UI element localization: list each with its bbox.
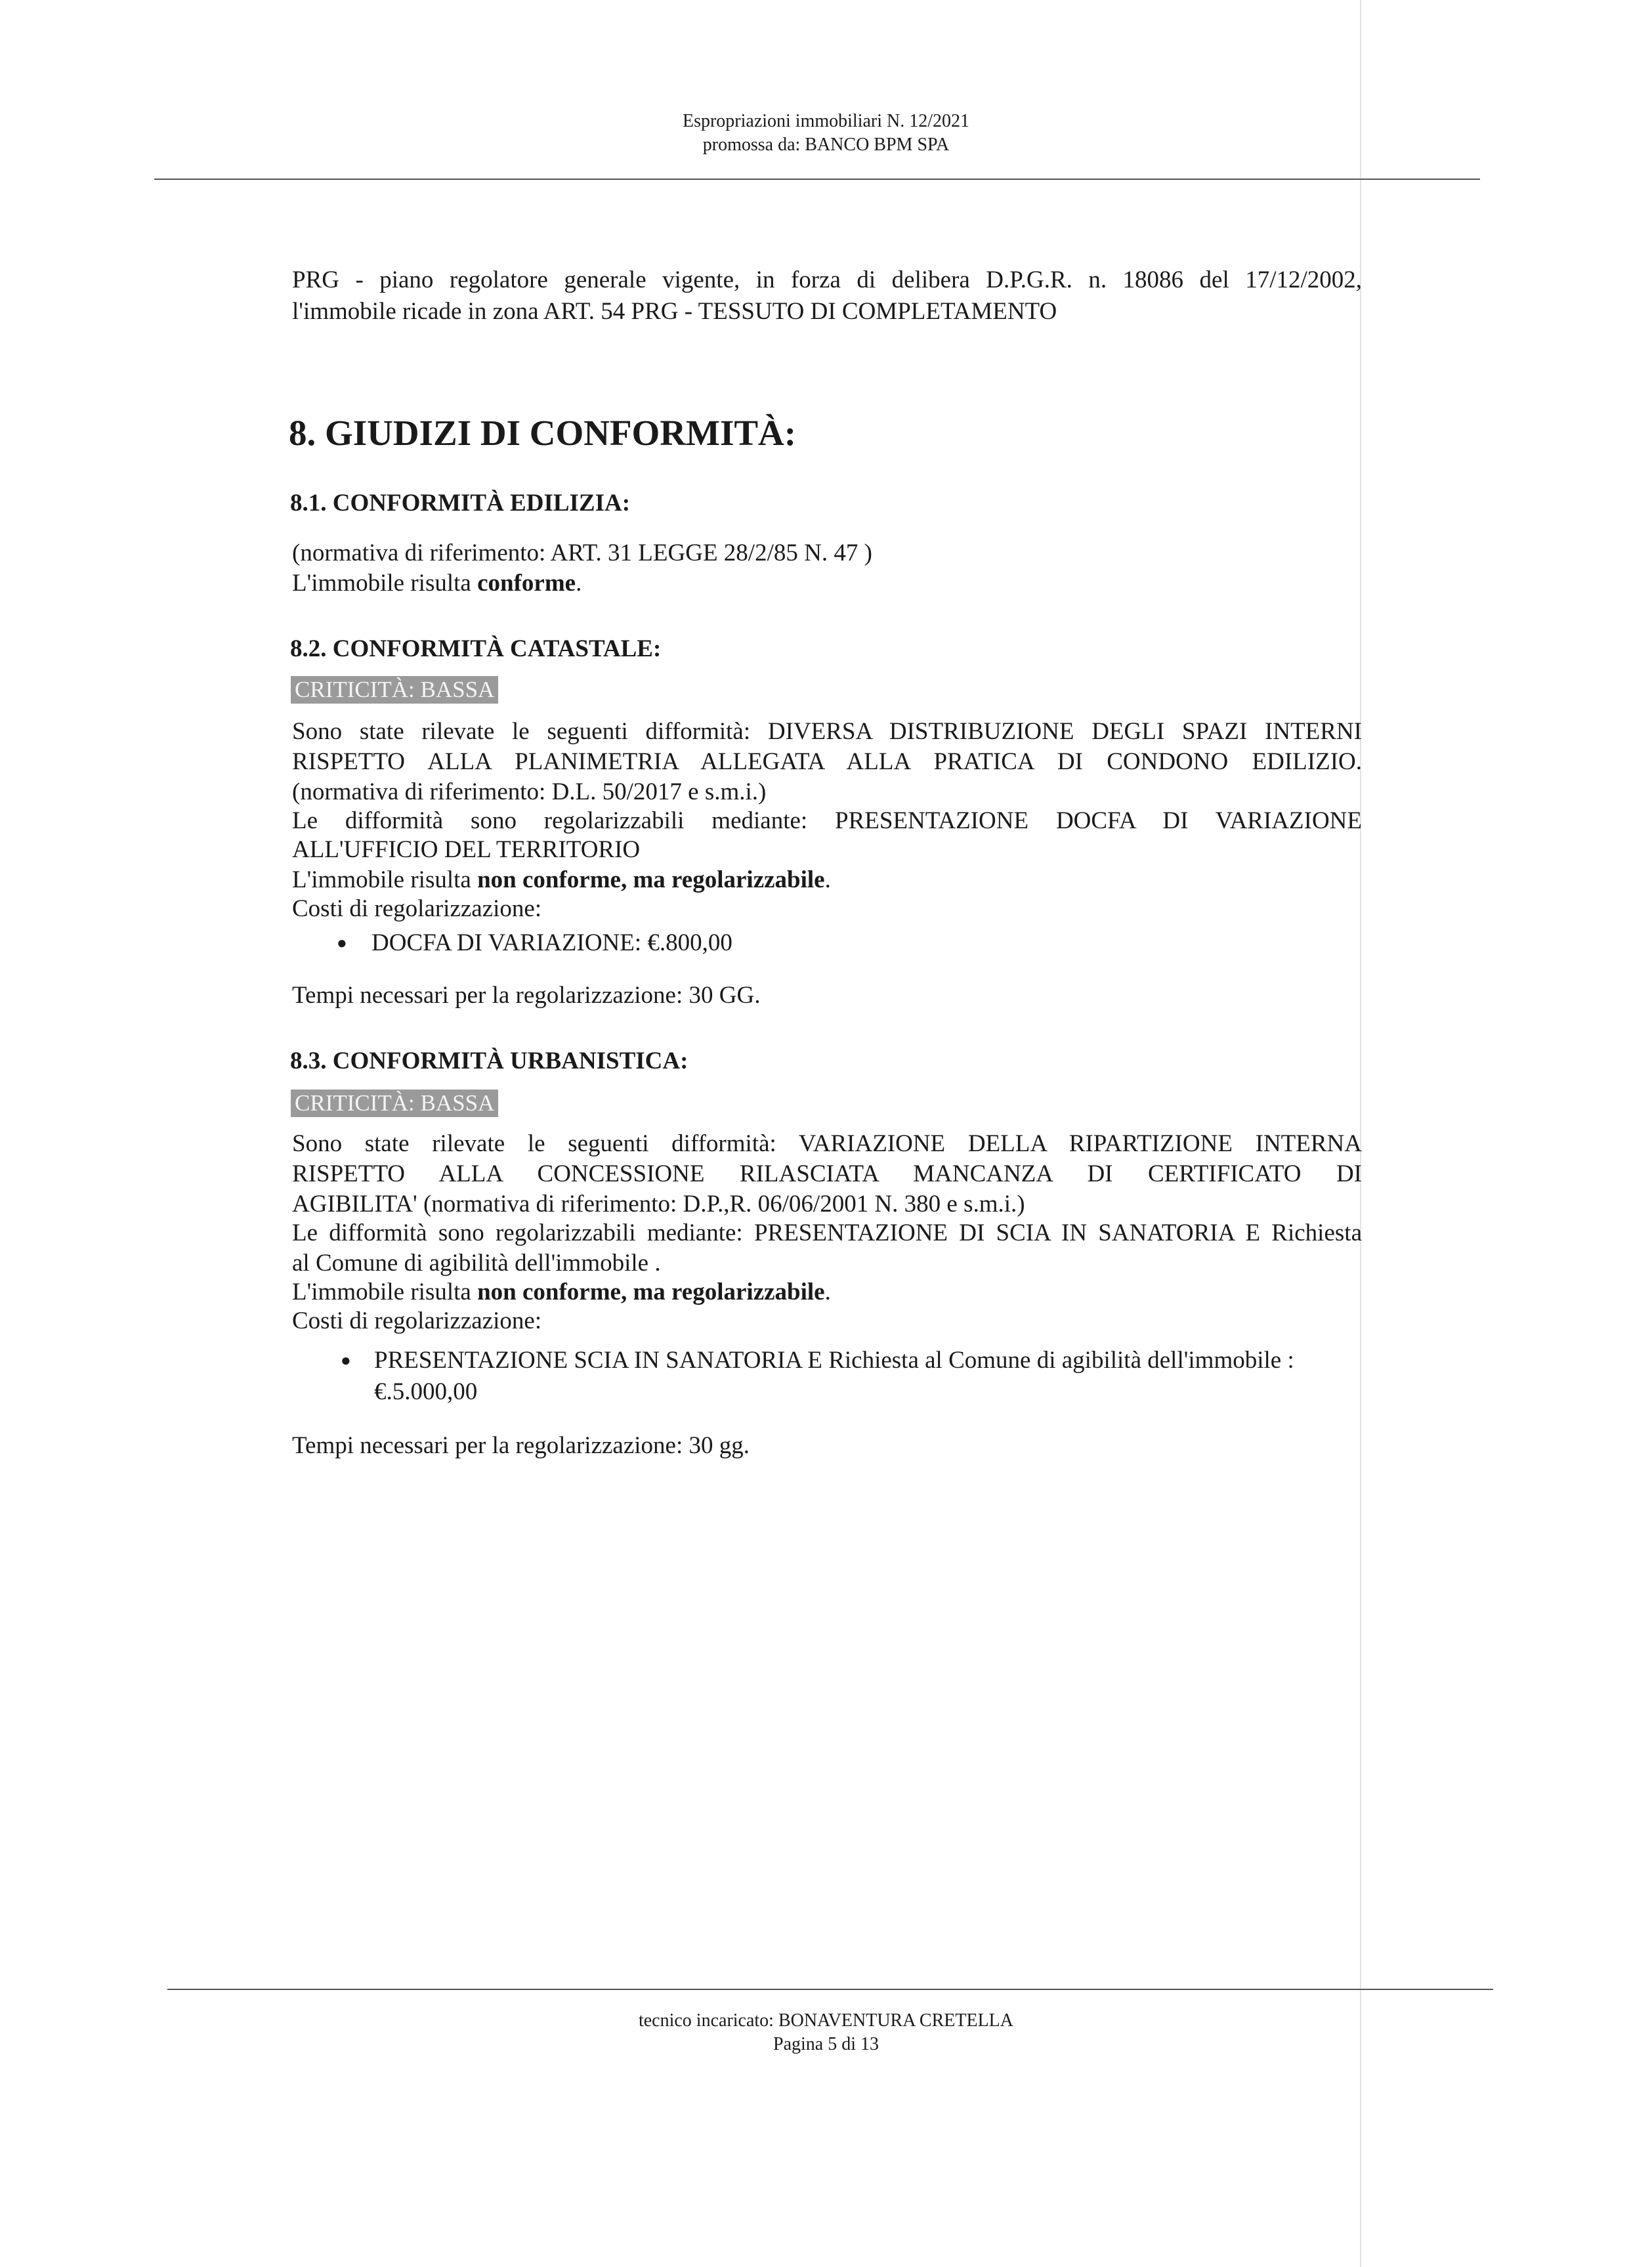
edilizia-normativa: (normativa di riferimento: ART. 31 LEGGE 28/2/85 N. 47 ) [292,540,872,566]
urbanistica-cost-item-line-1: PRESENTAZIONE SCIA IN SANATORIA E Richiesta al Comune di agibilità dell'immobile : [374,1347,1294,1374]
catastale-line-1: Sono state rilevate le seguenti difformità: DIVERSA DISTRIBUZIONE DEGLI SPAZI INTERNI [292,718,1362,745]
urbanistica-line-5: al Comune di agibilità dell'immobile . [292,1250,661,1277]
urbanistica-line-3: AGIBILITA' (normativa di riferimento: D.P.,R. 06/06/2001 N. 380 e s.m.i.) [292,1191,1025,1218]
subsection-edilizia-title: 8.1. CONFORMITÀ EDILIZIA: [290,490,631,517]
catastale-cost-item: DOCFA DI VARIAZIONE: €.800,00 [371,929,732,956]
urbanistica-costs-label: Costi di regolarizzazione: [292,1307,542,1334]
catastale-costs-label: Costi di regolarizzazione: [292,895,542,922]
urbanistica-line-4: Le difformità sono regolarizzabili mediante: PRESENTAZIONE DI SCIA IN SANATORIA E Richiesta [292,1219,1362,1246]
catastale-result: L'immobile risulta non conforme, ma regolarizzabile. [292,866,831,893]
bullet-icon: ● [337,933,347,952]
subsection-urbanistica-title: 8.3. CONFORMITÀ URBANISTICA: [290,1048,688,1074]
footer-page-number: Pagina 5 di 13 [773,2034,879,2054]
subsection-catastale-title: 8.2. CONFORMITÀ CATASTALE: [290,635,662,662]
urbanistica-line-2: RISPETTO ALLA CONCESSIONE RILASCIATA MANCANZA DI CERTIFICATO DI [292,1160,1362,1187]
urbanistica-tempi: Tempi necessari per la regolarizzazione: 30 gg. [292,1432,750,1459]
prg-line-1: PRG - piano regolatore generale vigente, in forza di delibera D.P.G.R. n. 18086 del 17/12/2002, [292,266,1362,293]
prg-line-2: l'immobile ricade in zona ART. 54 PRG - TESSUTO DI COMPLETAMENTO [292,298,1057,325]
header-divider [154,179,1480,180]
bullet-icon: ● [341,1351,351,1370]
footer-technician: tecnico incaricato: BONAVENTURA CRETELLA [638,2010,1014,2031]
urbanistica-cost-item-line-2: €.5.000,00 [374,1378,478,1405]
header-procedure: Espropriazioni immobiliari N. 12/2021 [682,111,970,131]
catastale-tempi: Tempi necessari per la regolarizzazione: 30 GG. [292,982,761,1009]
urbanistica-criticity-badge: CRITICITÀ: BASSA [291,1090,498,1117]
section-title: 8. GIUDIZI DI CONFORMITÀ: [289,413,797,453]
edilizia-result: L'immobile risulta conforme. [292,570,582,597]
footer-divider [167,1989,1493,1990]
urbanistica-line-1: Sono state rilevate le seguenti difformità: VARIAZIONE DELLA RIPARTIZIONE INTERNA [292,1130,1362,1157]
header-promoter: promossa da: BANCO BPM SPA [702,135,950,155]
catastale-line-3: (normativa di riferimento: D.L. 50/2017 e s.m.i.) [292,778,767,805]
catastale-criticity-badge: CRITICITÀ: BASSA [291,676,498,704]
catastale-line-2: RISPETTO ALLA PLANIMETRIA ALLEGATA ALLA PRATICA DI CONDONO EDILIZIO. [292,748,1362,775]
catastale-line-4: Le difformità sono regolarizzabili mediante: PRESENTAZIONE DOCFA DI VARIAZIONE [292,807,1362,834]
catastale-line-5: ALL'UFFICIO DEL TERRITORIO [292,836,641,863]
urbanistica-result: L'immobile risulta non conforme, ma regolarizzabile. [292,1279,831,1305]
